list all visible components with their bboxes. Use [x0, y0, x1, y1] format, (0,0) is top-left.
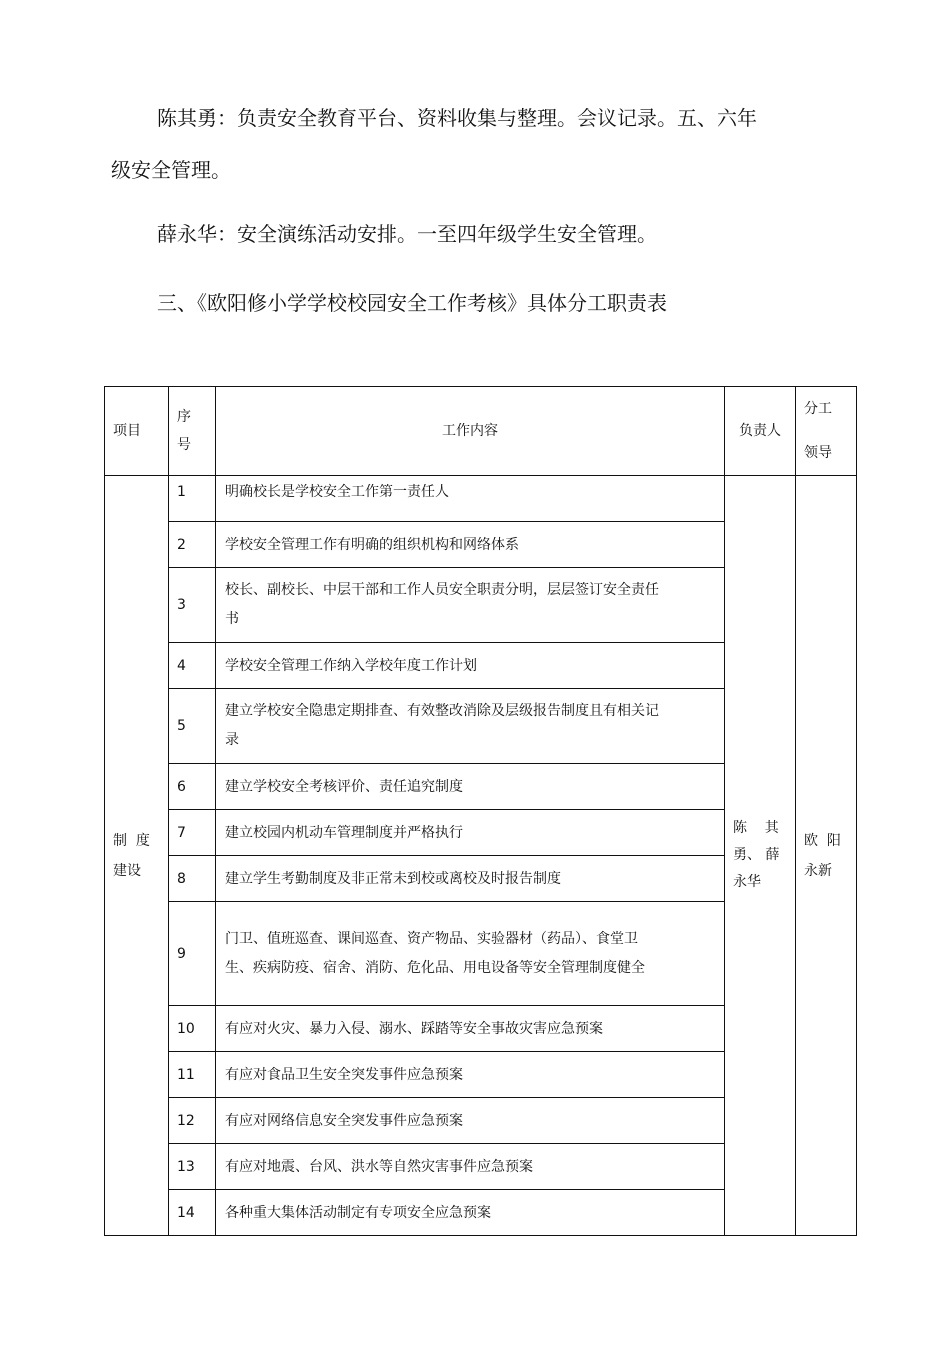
- owner-line1: 陈 其: [733, 820, 779, 836]
- row-content: 明确校长是学校安全工作第一责任人: [216, 476, 725, 522]
- header-content: 工作内容: [216, 387, 725, 476]
- row-number: 14: [169, 1190, 216, 1236]
- section-heading: 三、《欧阳修小学学校校园安全工作考核》具体分工职责表: [157, 291, 667, 315]
- project-line1: 制 度: [113, 832, 150, 849]
- header-seq-line1: 序: [177, 409, 191, 425]
- row-content: 建立校园内机动车管理制度并严格执行: [216, 810, 725, 856]
- row-content: 学校安全管理工作纳入学校年度工作计划: [216, 643, 725, 689]
- row-content: 建立学校安全考核评价、责任追究制度: [216, 764, 725, 810]
- leader-line1: 欧 阳: [804, 832, 841, 849]
- row-number: 1: [169, 476, 216, 522]
- row-content: 各种重大集体活动制定有专项安全应急预案: [216, 1190, 725, 1236]
- row-number: 7: [169, 810, 216, 856]
- row-number: 2: [169, 522, 216, 568]
- header-project: 项目: [105, 387, 169, 476]
- table-header-row: [105, 387, 857, 476]
- project-cell: [105, 476, 169, 1236]
- header-leader: [796, 387, 857, 476]
- row-content: 门卫、值班巡查、课间巡查、资产物品、实验器材（药品）、食堂卫生、疾病防疫、宿舍、消防、危化品、用电设备等安全管理制度健全: [216, 902, 725, 1006]
- row-content: 有应对火灾、暴力入侵、溺水、踩踏等安全事故灾害应急预案: [216, 1006, 725, 1052]
- leader-line2: 永新: [804, 862, 832, 879]
- row-number: 8: [169, 856, 216, 902]
- row-number: 9: [169, 902, 216, 1006]
- owner-line2: 勇、 薛: [733, 847, 780, 863]
- header-seq: [169, 387, 216, 476]
- row-content: 建立学校安全隐患定期排查、有效整改消除及层级报告制度且有相关记录: [216, 689, 725, 764]
- row-number: 4: [169, 643, 216, 689]
- leader-cell: [796, 476, 857, 1236]
- row-number: 13: [169, 1144, 216, 1190]
- paragraph-xue-duties: 薛永华：安全演练活动安排。一至四年级学生安全管理。: [157, 222, 657, 246]
- header-leader-line1: 分工: [804, 401, 832, 417]
- row-number: 11: [169, 1052, 216, 1098]
- paragraph-chen-duties-line2: 级安全管理。: [111, 158, 231, 182]
- header-leader-line2: 领导: [804, 445, 832, 461]
- row-number: 5: [169, 689, 216, 764]
- row-content: 学校安全管理工作有明确的组织机构和网络体系: [216, 522, 725, 568]
- project-line2: 建设: [113, 862, 141, 879]
- paragraph-chen-duties-line1: 陈其勇：负责安全教育平台、资料收集与整理。会议记录。五、六年: [157, 106, 757, 130]
- row-content: 建立学生考勤制度及非正常未到校或离校及时报告制度: [216, 856, 725, 902]
- row-content: 有应对网络信息安全突发事件应急预案: [216, 1098, 725, 1144]
- header-owner: 负责人: [725, 387, 796, 476]
- owner-line3: 永华: [733, 874, 761, 890]
- row-content: 校长、副校长、中层干部和工作人员安全职责分明，层层签订安全责任书: [216, 568, 725, 643]
- row-number: 3: [169, 568, 216, 643]
- owner-cell: [725, 476, 796, 1236]
- row-number: 12: [169, 1098, 216, 1144]
- row-number: 10: [169, 1006, 216, 1052]
- row-number: 6: [169, 764, 216, 810]
- row-content: 有应对食品卫生安全突发事件应急预案: [216, 1052, 725, 1098]
- duty-table: [104, 386, 857, 1236]
- header-seq-line2: 号: [177, 437, 191, 453]
- table-row: [105, 476, 857, 522]
- row-content: 有应对地震、台风、洪水等自然灾害事件应急预案: [216, 1144, 725, 1190]
